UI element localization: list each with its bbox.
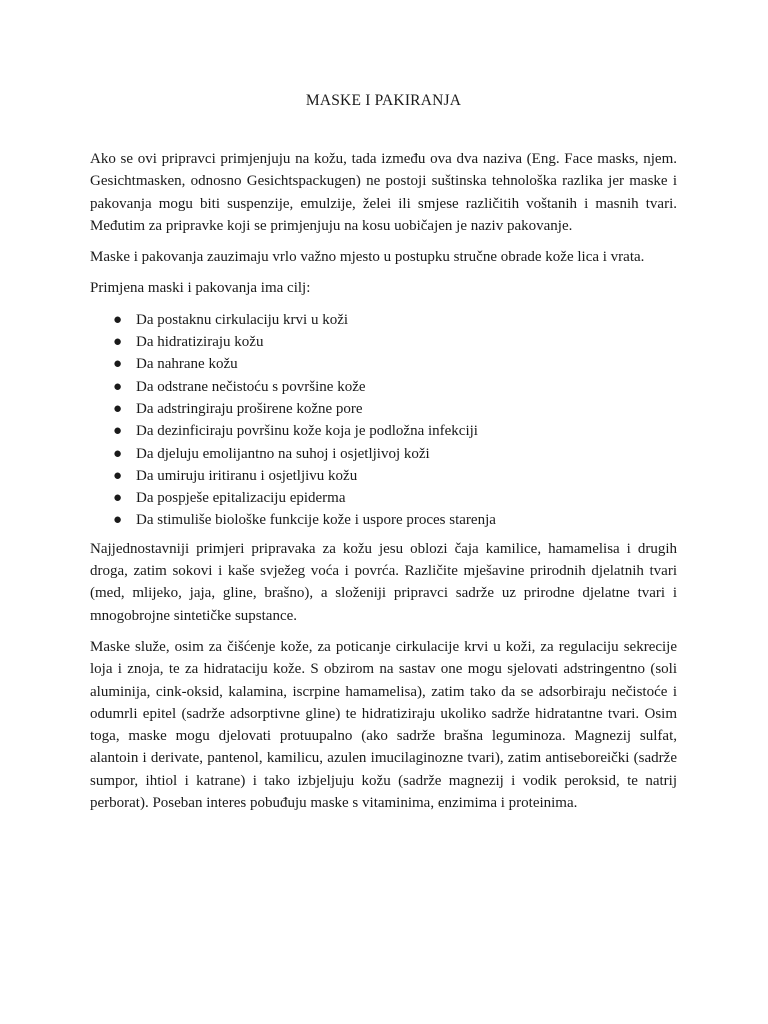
body-paragraph-1: Najjednostavniji primjeri pripravaka za kožu jesu oblozi čaja kamilice, hamamelisa i drugih droga, zatim sokovi i kaše svježeg voća i povrća. Različite mješavine prirodnih djelatnih tvari (med, mlijeko, jaja, gline, brašno), a složeniji pripravci sadrže uz prirodne djelatne tvari i mnogobrojne sintetičke supstance. [90,540,677,624]
list-item [113,376,677,398]
bullet-icon: ● [113,334,123,351]
bullet-icon: ● [113,378,123,395]
bullet-icon: ● [113,490,123,507]
list-item-text: Da odstrane nečistoću s površine kože [136,378,366,395]
list-item-text: Da umiruju iritiranu i osjetljivu kožu [136,467,358,484]
bullet-icon: ● [113,400,123,417]
list-item-text: Da hidratiziraju kožu [136,334,264,351]
bullet-icon: ● [113,445,123,462]
intro-paragraph-1: Ako se ovi pripravci primjenjuju na kožu, tada između ova dva naziva (Eng. Face masks, njem. Gesichtmasken, odnosno Gesichtspackugen) ne postoji suštinska tehnološka razlika jer maske i pakovanja mogu biti suspenzije, emulzije, želei ili smjese različitih voštanih i masnih tvari. Međutim za pripravke koji se primjenjuju na kosu uobičajen je naziv pakovanje. [90,151,677,234]
list-item-text: Da postaknu cirkulaciju krvi u koži [136,311,349,328]
goals-list [90,309,677,532]
intro-paragraph-3: Primjena maski i pakovanja ima cilj: [90,280,311,297]
document-page [90,92,677,823]
list-item [113,465,677,487]
body-paragraph-2: Maske služe, osim za čišćenje kože, za poticanje cirkulacije krvi u koži, za regulaciju sekrecije loja i znoja, te za hidrataciju kože. S obzirom na sastav one mogu sjelovati adstringentno (soli aluminija, cink-oksid, kalamina, iscrpine hamamelisa), zatim tako da se adsorbiraju nečistoće i odumrli epitel (sadrže adsorptivne gline) te hidratiziraju ukoliko sadrže hidratantne tvari. Osim toga, maske mogu djelovati protuupalno (ako sadrže brašna leguminoza. Magnezij sulfat, alantoin i derivate, pantenol, kamilicu, azulen imucilaginozne tvari), zatim antiseboreički (sadrže sumpor, ihtiol i katrane) i tako izbjeljuju kožu (sadrže magnezij i vodik peroksid, te natrij perborat). Poseban interes pobuđuju maske s vitaminima, enzimima i proteinima. [90,638,677,812]
list-item [113,309,677,331]
list-item [113,331,677,353]
list-item [113,487,677,509]
intro-paragraph-2: Maske i pakovanja zauzimaju vrlo važno mjesto u postupku stručne obrade kože lica i vrata. [90,249,645,266]
list-item-text: Da pospješe epitalizaciju epiderma [136,490,346,507]
list-item [113,443,677,465]
bullet-icon: ● [113,423,123,440]
list-item-text: Da nahrane kožu [136,356,238,373]
list-item-text: Da adstringiraju proširene kožne pore [136,400,363,417]
bullet-icon: ● [113,512,123,529]
list-item [113,398,677,420]
bullet-icon: ● [113,311,123,328]
list-item [113,420,677,442]
list-item [113,353,677,375]
bullet-icon: ● [113,467,123,484]
list-item [113,509,677,531]
bullet-icon: ● [113,356,123,373]
list-item-text: Da djeluju emolijantno na suhoj i osjetljivoj koži [136,445,430,462]
list-item-text: Da stimuliše biološke funkcije kože i uspore proces starenja [136,512,496,529]
list-item-text: Da dezinficiraju površinu kože koja je podložna infekciji [136,423,478,440]
document-title: MASKE I PAKIRANJA [305,92,462,109]
